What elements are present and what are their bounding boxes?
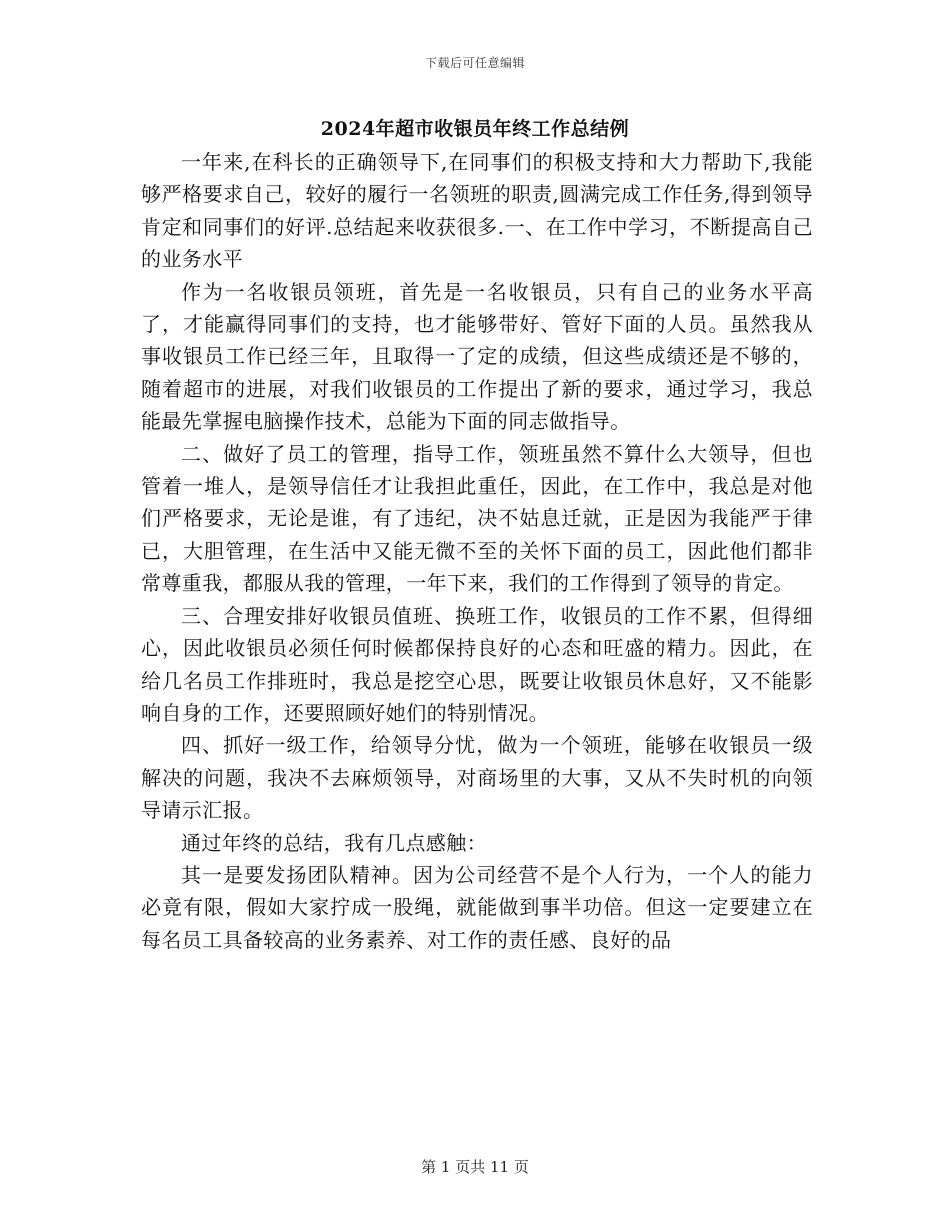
paragraph: 四、抓好一级工作，给领导分忧，做为一个领班，能够在收银员一级解决的问题，我决不去麻烦领导，对商场里的大事，又从不失时机的向领导请示汇报。 bbox=[141, 733, 813, 823]
paragraph: 三、合理安排好收银员值班、换班工作，收银员的工作不累，但得细心，因此收银员必须任何时候都保持良好的心态和旺盛的精力。因此，在给几名员工作排班时，我总是挖空心思，既要让收银员休息好，又不能影响自身的工作，还要照顾好她们的特别情况。 bbox=[141, 603, 813, 725]
header-note: 下载后可任意编辑 bbox=[424, 56, 525, 70]
paragraph: 其一是要发扬团队精神。因为公司经营不是个人行为，一个人的能力必竟有限，假如大家拧成一股绳，就能做到事半功倍。但这一定要建立在每名员工具备较高的业务素养、对工作的责任感、良好的品 bbox=[141, 862, 813, 952]
page-number: 第 1 页共 11 页 bbox=[421, 1158, 529, 1176]
paragraph: 二、做好了员工的管理，指导工作，领班虽然不算什么大领导，但也管着一堆人，是领导信任才让我担此重任，因此，在工作中，我总是对他们严格要求，无论是谁，有了违纪，决不姑息迁就，正是因为我能严于律已，大胆管理，在生活中又能无微不至的关怀下面的员工，因此他们都非常尊重我，都服从我的管理，一年下来，我们的工作得到了领导的肯定。 bbox=[141, 441, 813, 596]
paragraph: 作为一名收银员领班，首先是一名收银员，只有自己的业务水平高了，才能赢得同事们的支持，也才能够带好、管好下面的人员。虽然我从事收银员工作已经三年，且取得一了定的成绩，但这些成绩还是不够的，随着超市的进展，对我们收银员的工作提出了新的要求，通过学习，我总能最先掌握电脑操作技术，总能为下面的同志做指导。 bbox=[141, 279, 813, 434]
document-body bbox=[141, 146, 813, 956]
paragraph: 通过年终的总结，我有几点感触： bbox=[181, 830, 487, 855]
paragraph: 一年来,在科长的正确领导下,在同事们的积极支持和大力帮助下,我能够严格要求自己，较好的履行一名领班的职责,圆满完成工作任务,得到领导肯定和同事们的好评.总结起来收获很多.一、在工作中学习，不断提高自己的业务水平 bbox=[141, 150, 813, 272]
document-title: 2024年超市收银员年终工作总结例 bbox=[320, 118, 630, 140]
